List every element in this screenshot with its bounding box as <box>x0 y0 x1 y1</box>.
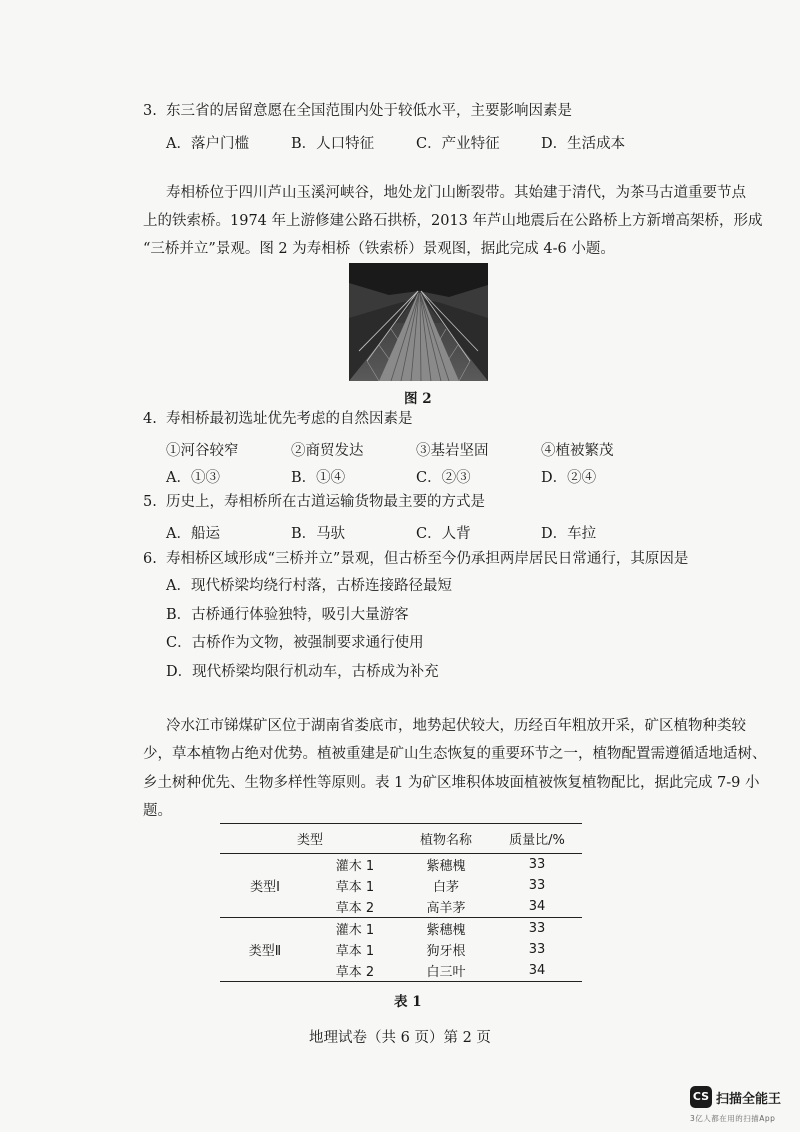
scanner-slogan: 3亿人都在用的扫描App <box>690 1114 776 1123</box>
q6-option-a: A．现代桥梁均绕行村落，古桥连接路径最短 <box>166 578 452 594</box>
q5-option-c: C．人背 <box>416 526 471 542</box>
row-ratio: 33 <box>528 942 546 957</box>
q4-option-a: A．①③ <box>166 470 220 486</box>
row-ratio: 34 <box>528 963 546 978</box>
row-ratio: 33 <box>528 921 546 936</box>
row-role: 灌木 1 <box>335 923 375 938</box>
table1-caption: 表 1 <box>394 994 422 1010</box>
q4-number: 4. <box>143 411 157 427</box>
row-plant: 狗牙根 <box>426 944 466 959</box>
q6-option-b: B．古桥通行体验独特，吸引大量游客 <box>166 607 409 623</box>
row-role: 灌木 1 <box>335 859 375 874</box>
passage2-line-1: 冷水江市锑煤矿区位于湖南省娄底市，地势起伏较大，历经百年粗放开采，矿区植物种类较 <box>166 718 746 734</box>
row-plant: 紫穗槐 <box>426 859 466 874</box>
q5-option-d: D．车拉 <box>541 526 597 542</box>
scanner-app-name: 扫描全能王 <box>716 1092 782 1107</box>
row-role: 草本 1 <box>335 944 375 959</box>
plant-ratio-table <box>220 823 582 982</box>
q5-number: 5. <box>143 494 157 510</box>
table-row <box>220 854 582 876</box>
table-header-row <box>220 824 582 854</box>
passage2-line-2: 少，草本植物占绝对优势。植被重建是矿山生态恢复的重要环节之一，植物配置需遵循适地适树、 <box>143 746 767 762</box>
q4-stem: 寿相桥最初选址优先考虑的自然因素是 <box>166 411 413 427</box>
q4-options <box>166 466 646 486</box>
row-plant: 高羊茅 <box>426 901 466 916</box>
q3-option-b: B．人口特征 <box>291 136 375 152</box>
header-type: 类型 <box>296 833 323 848</box>
q5-option-a: A．船运 <box>166 526 220 542</box>
row-ratio: 33 <box>528 857 546 872</box>
q4-factor-4: ④植被繁茂 <box>541 443 614 459</box>
scanner-logo-icon: CS <box>690 1086 712 1108</box>
group-name: 类型Ⅰ <box>250 880 280 895</box>
row-role: 草本 2 <box>335 965 375 980</box>
q4-option-b: B．①④ <box>291 470 346 486</box>
header-plant: 植物名称 <box>419 833 472 848</box>
row-ratio: 33 <box>528 878 546 893</box>
row-role: 草本 2 <box>335 901 375 916</box>
q5-option-b: B．马驮 <box>291 526 346 542</box>
q3-option-c: C．产业特征 <box>416 136 500 152</box>
row-plant: 紫穗槐 <box>426 923 466 938</box>
q4-option-c: C．②③ <box>416 470 471 486</box>
scanner-watermark <box>690 1086 795 1126</box>
page-footer: 地理试卷（共 6 页）第 2 页 <box>309 1030 491 1046</box>
group-name: 类型Ⅱ <box>248 944 282 959</box>
passage1-line-1: 寿相桥位于四川芦山玉溪河峡谷，地处龙门山断裂带。其始建于清代，为茶马古道重要节点 <box>166 185 746 201</box>
figure2-caption: 图 2 <box>404 391 432 407</box>
q5-options <box>166 522 646 542</box>
q5-stem: 历史上，寿相桥所在古道运输货物最主要的方式是 <box>166 494 485 510</box>
q4-factor-1: ①河谷较窄 <box>166 443 239 459</box>
q6-stem: 寿相桥区域形成“三桥并立”景观，但古桥至今仍承担两岸居民日常通行，其原因是 <box>166 551 689 567</box>
row-plant: 白三叶 <box>426 965 466 980</box>
q3-option-d: D．生活成本 <box>541 136 626 152</box>
q4-factors <box>166 439 646 459</box>
passage2-line-4: 题。 <box>143 803 172 819</box>
q3-stem: 东三省的居留意愿在全国范围内处于较低水平，主要影响因素是 <box>166 103 572 119</box>
q3-options <box>166 132 646 152</box>
q4-option-d: D．②④ <box>541 470 597 486</box>
passage2-line-3: 乡土树种优先、生物多样性等原则。表 1 为矿区堆积体坡面植被恢复植物配比，据此完成 7-9 小 <box>143 775 760 791</box>
q4-factor-2: ②商贸发达 <box>291 443 364 459</box>
bridge-photo <box>349 263 488 381</box>
q6-number: 6. <box>143 551 157 567</box>
q6-option-c: C．古桥作为文物，被强制要求通行使用 <box>166 635 424 651</box>
row-ratio: 34 <box>528 899 546 914</box>
q3-option-a: A．落户门槛 <box>166 136 249 152</box>
q6-option-d: D．现代桥梁均限行机动车，古桥成为补充 <box>166 664 439 680</box>
table-row <box>220 918 582 940</box>
row-plant: 白茅 <box>432 880 459 895</box>
header-ratio: 质量比/% <box>509 833 565 848</box>
passage1-line-2: 上的铁索桥。1974 年上游修建公路石拱桥，2013 年芦山地震后在公路桥上方新增高架桥，形成 <box>143 213 763 229</box>
q3-number: 3. <box>143 103 157 119</box>
q4-factor-3: ③基岩坚固 <box>416 443 489 459</box>
row-role: 草本 1 <box>335 880 375 895</box>
passage1-line-3: “三桥并立”景观。图 2 为寿相桥（铁索桥）景观图，据此完成 4-6 小题。 <box>143 241 615 257</box>
